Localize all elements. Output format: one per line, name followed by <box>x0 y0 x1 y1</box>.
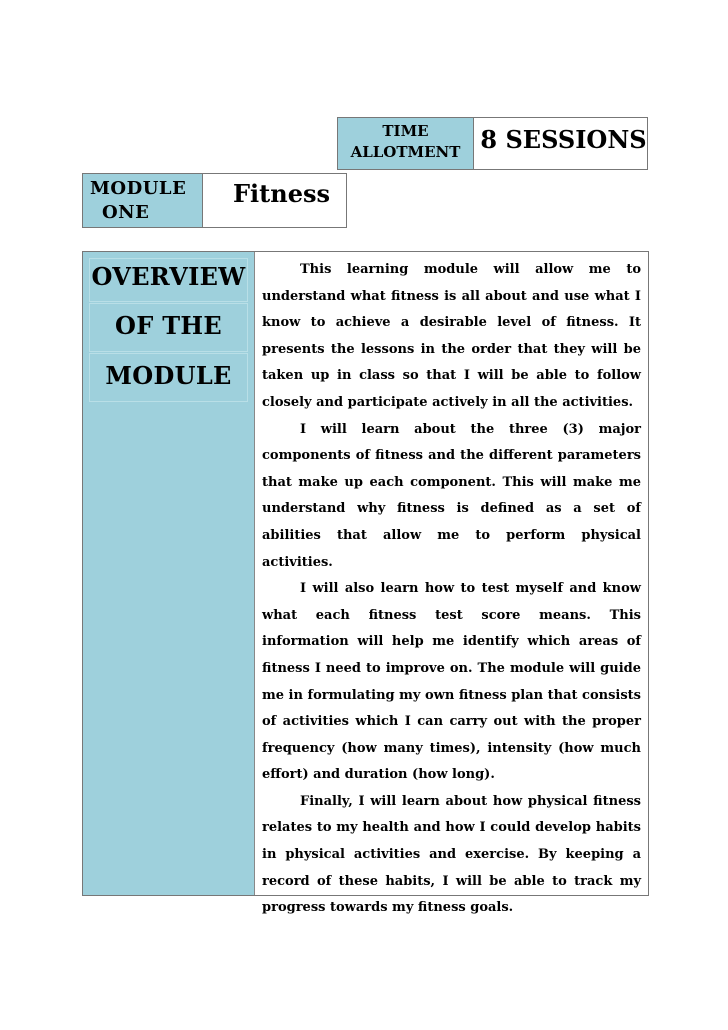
overview-paragraph: This learning module will allow me to understand what fitness is all about and use what I know to achieve a desirable level of fitness. It presents the lessons in the order that they will be taken up in class so that I will be able to follow closely and participate actively in all the activities. <box>262 262 641 410</box>
overview-paragraph: Finally, I will learn about how physical fitness relates to my health and how I could develop habits in physical activities and exercise. By keeping a record of these habits, I will be able to track my progress towards my fitness goals. <box>262 793 641 916</box>
module-label-line2: ONE <box>102 202 150 223</box>
overview-heading-line1: OVERVIEW <box>89 258 248 302</box>
module-label <box>82 173 203 228</box>
time-allotment-label-line2: ALLOTMENT <box>350 143 461 161</box>
time-allotment-label-line1: TIME <box>382 122 429 140</box>
overview-heading-line2: OF THE <box>89 303 248 352</box>
module-label-line1: MODULE <box>90 178 187 199</box>
overview-body <box>262 257 641 922</box>
overview-paragraph: I will also learn how to test myself and know what each fitness test score means. This information will help me identify which areas of fitness I need to improve on. The module will guide me in formulating my own fitness plan that consists of activities which I can carry out with the proper frequency (how many times), intensity (how much effort) and duration (how long). <box>262 581 641 783</box>
time-allotment-label <box>337 117 474 170</box>
overview-column-divider <box>254 252 255 895</box>
time-allotment-value-text: 8 SESSIONS <box>480 125 647 154</box>
module-title: Fitness <box>203 173 347 228</box>
time-allotment-value <box>474 117 648 170</box>
overview-heading-line3: MODULE <box>89 353 248 402</box>
overview-paragraph: I will learn about the three (3) major components of fitness and the different parameters that make up each component. This will make me understand why fitness is defined as a set of abilities that allow me to perform physical activities. <box>262 421 641 570</box>
